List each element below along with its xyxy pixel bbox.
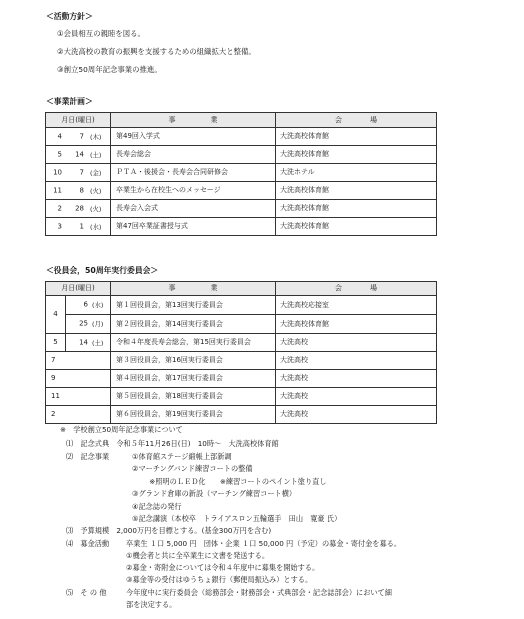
row-weekday: (土) (90, 150, 102, 159)
table-row (46, 128, 437, 146)
policy-item: ②大洗高校の教育の振興を支援するための組織拡大と整備。 (57, 47, 256, 56)
row-venue: 大洗高校体育館 (276, 146, 437, 164)
row-weekday: (火) (90, 204, 102, 213)
row-venue: 大洗高校応接室 (276, 296, 437, 315)
committee-col-venue: 会 場 (276, 282, 437, 296)
committee-header-row (46, 282, 437, 296)
row-month: 3 (57, 222, 62, 230)
row-day: 14 (75, 150, 84, 158)
plan-col-date: 月日(曜日) (46, 113, 111, 128)
policy-item: ①会員相互の親睦を図る。 (57, 29, 145, 38)
row-venue: 大洗高校体育館 (276, 218, 437, 236)
budget-line: ⑶ 予算規模 2,000万円を目標とする。(基金300万円を含む) (66, 526, 272, 535)
plan-heading: ＜事業計画＞ (46, 97, 93, 106)
project-item: ⑤記念講演（本校卒 トライアスロン五輪選手 田山 寛豪 氏） (132, 514, 342, 523)
row-venue: 大洗高校 (276, 388, 437, 406)
row-event: ＰＴＡ・後援会・長寿会合同研修会 (111, 164, 276, 182)
row-event: 令和４年度長寿会総会，第15回実行委員会 (111, 334, 276, 352)
row-day: 7 (79, 132, 84, 140)
row-venue: 大洗高校 (276, 334, 437, 352)
row-month: 5 (57, 150, 62, 158)
project-item: ①体育館ステージ緞帳上部新調 (132, 452, 232, 461)
row-day: 28 (75, 204, 84, 212)
table-row (46, 370, 437, 388)
table-row (46, 334, 437, 352)
row-venue: 大洗高校体育館 (276, 182, 437, 200)
fundraising-label: ⑷ 募金活動 (66, 539, 110, 548)
row-event: 第３回役員会，第16回実行委員会 (111, 352, 276, 370)
projects-label: ⑵ 記念事業 (66, 452, 110, 461)
row-event: 卒業生から在校生へのメッセージ (111, 182, 276, 200)
row-weekday: (水) (90, 222, 102, 231)
table-row (46, 296, 437, 315)
row-venue: 大洗高校 (276, 370, 437, 388)
row-venue: 大洗ホテル (276, 164, 437, 182)
row-weekday: (土) (92, 338, 104, 347)
table-row (46, 146, 437, 164)
table-row (46, 388, 437, 406)
ceremony-line: ⑴ 記念式典 令和５年11月26日(日) 10時～ 大洗高校体育館 (66, 439, 279, 448)
row-weekday: (月) (92, 319, 104, 328)
row-event: 第６回役員会，第19回実行委員会 (111, 406, 276, 424)
row-venue: 大洗高校体育館 (276, 200, 437, 218)
committee-table (45, 281, 437, 424)
table-row (46, 182, 437, 200)
other-item: 今年度中に実行委員会（総務部会・財務部会・式典部会・記念誌部会）において細 (126, 588, 392, 597)
row-day: 7 (79, 168, 84, 176)
row-day: 6 (83, 300, 88, 309)
row-month: 11 (46, 388, 111, 406)
row-day: 1 (79, 222, 84, 230)
row-venue: 大洗高校 (276, 406, 437, 424)
project-item: ※照明のＬＥＤ化 ※練習コートのペイント塗り直し (142, 477, 327, 486)
row-event: 第５回役員会，第18回実行委員会 (111, 388, 276, 406)
fundraising-item: ①機会者と共に全卒業生に文書を発送する。 (126, 551, 270, 560)
plan-col-event: 事 業 (111, 113, 276, 128)
table-row (46, 164, 437, 182)
committee-col-date: 月日(曜日) (46, 282, 111, 296)
fundraising-item: ②募金・寄附金については令和４年度中に募集を開始する。 (126, 563, 320, 572)
row-month: 2 (46, 406, 111, 424)
row-month: 11 (53, 186, 62, 194)
row-weekday: (火) (90, 186, 102, 195)
plan-col-venue: 会 場 (276, 113, 437, 128)
row-event: 長寿会入会式 (111, 200, 276, 218)
row-month: 5 (46, 334, 66, 352)
table-row (46, 406, 437, 424)
committee-heading: ＜役員会，50周年実行委員会＞ (46, 266, 159, 275)
row-weekday: (水) (92, 300, 104, 309)
table-row (46, 218, 437, 236)
policy-item: ③創立50周年記念事業の推進。 (57, 65, 162, 74)
other-item: 部を決定する。 (126, 600, 177, 609)
row-event: 長寿会総会 (111, 146, 276, 164)
row-month: 10 (53, 168, 62, 176)
row-month: 9 (46, 370, 111, 388)
fundraising-item: 卒業生 １口 5,000 円 団体・企業 １口 50,000 円（予定）の募金・寄付金を募る。 (126, 539, 402, 548)
row-month: 7 (46, 352, 111, 370)
fundraising-item: ③募金等の受付はゆうちょ銀行（郵便局振込み）とする。 (126, 575, 313, 584)
row-event: 第49回入学式 (111, 128, 276, 146)
table-row (46, 315, 437, 334)
row-month: 2 (57, 204, 62, 212)
row-month: 4 (57, 132, 62, 140)
row-venue: 大洗高校体育館 (276, 128, 437, 146)
plan-table (45, 112, 437, 236)
row-weekday: (木) (90, 132, 102, 141)
row-day: 8 (79, 186, 84, 194)
project-item: ④記念誌の発行 (132, 502, 182, 511)
plan-header-row (46, 113, 437, 128)
row-month: 4 (46, 296, 66, 334)
row-day: 14 (79, 338, 88, 346)
table-row (46, 352, 437, 370)
row-venue: 大洗高校 (276, 352, 437, 370)
project-item: ②マーチングバンド練習コートの整備 (132, 464, 253, 473)
row-weekday: (金) (90, 168, 102, 177)
project-item: ③グランド倉庫の新設（マーチング練習コート横） (132, 489, 297, 498)
row-event: 第47回卒業証書授与式 (111, 218, 276, 236)
row-event: 第４回役員会，第17回実行委員会 (111, 370, 276, 388)
table-row (46, 200, 437, 218)
row-event: 第１回役員会，第13回実行委員会 (111, 296, 276, 315)
row-day: 25 (79, 319, 88, 328)
policy-heading: ＜活動方針＞ (46, 12, 93, 21)
row-event: 第２回役員会，第14回実行委員会 (111, 315, 276, 334)
committee-col-event: 事 業 (111, 282, 276, 296)
notes-title: ※ 学校創立50周年記念事業について (60, 425, 183, 434)
row-venue: 大洗高校体育館 (276, 315, 437, 334)
other-label: ⑸ そ の 他 (66, 588, 107, 597)
